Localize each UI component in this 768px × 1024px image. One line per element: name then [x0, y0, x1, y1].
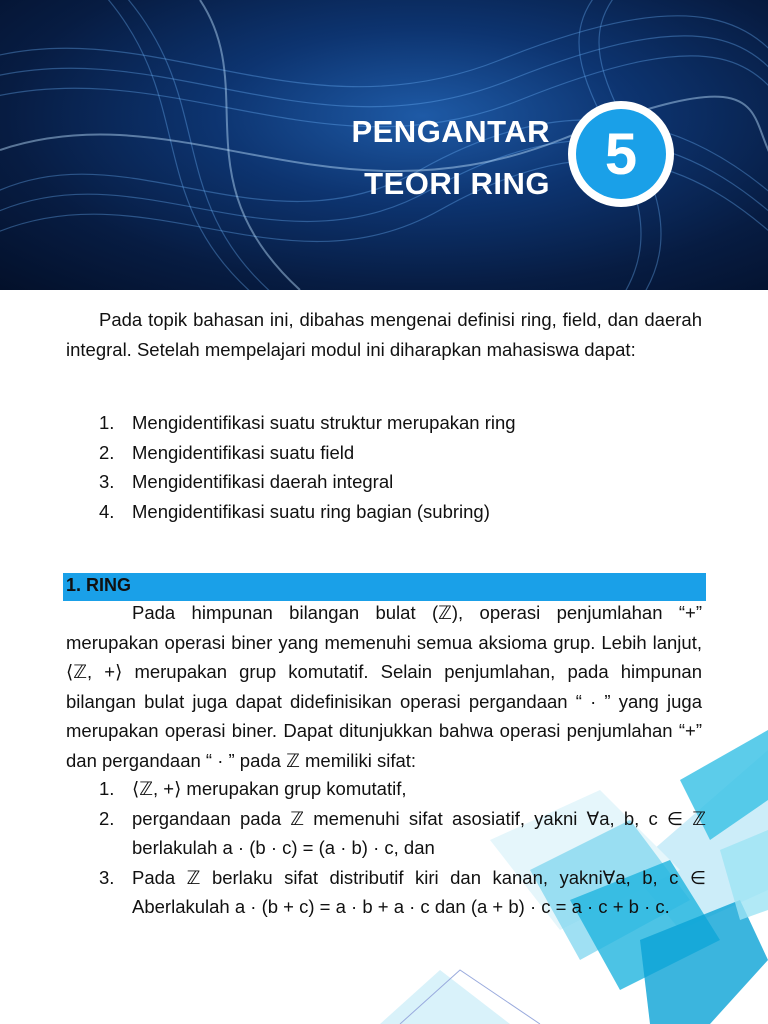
list-number: 4.	[99, 500, 115, 522]
list-text: Mengidentifikasi daerah integral	[132, 471, 394, 492]
list-number: 2.	[99, 807, 115, 829]
ring-paragraph-text: Pada himpunan bilangan bulat (ℤ), operasi penjumlahan “+” merupakan operasi biner yang memenuhi semua aksioma grup. Lebih lanjut, ⟨ℤ, +⟩ merupakan grup komutatif. Selain penjumlahan, pada himpunan bilangan bulat juga dapat didefinisikan operasi pergandaan “ · ” yang juga merupakan operasi biner. Dapat ditunjukkan bahwa operasi penjumlahan “+” dan pergandaan “ · ” pada ℤ memiliki sifat:	[66, 602, 702, 771]
list-item	[66, 774, 706, 804]
list-number: 3.	[99, 866, 115, 888]
title-line-2: TEORI RING	[364, 166, 550, 201]
list-item	[0, 497, 702, 527]
chapter-badge	[568, 101, 674, 207]
list-item	[0, 438, 702, 468]
list-item	[66, 804, 706, 863]
list-number: 3.	[99, 471, 115, 492]
chapter-number: 5	[576, 109, 666, 199]
list-text: pergandaan pada ℤ memenuhi sifat asosiatif, yakni ∀a, b, c ∈ ℤ berlakulah a · (b · c) = (a · b) · c, dan	[132, 807, 706, 858]
list-number: 1.	[99, 778, 115, 799]
objectives-list	[66, 408, 702, 526]
header-banner	[0, 0, 768, 290]
intro-paragraph: Pada topik bahasan ini, dibahas mengenai definisi ring, field, dan daerah integral. Setelah mempelajari modul ini diharapkan mahasiswa dapat:	[66, 309, 702, 360]
ring-paragraph	[66, 598, 702, 775]
list-item	[66, 863, 706, 922]
list-number: 2.	[99, 441, 115, 463]
list-number: 1.	[99, 412, 115, 433]
properties-list	[66, 774, 706, 922]
list-text: Mengidentifikasi suatu field	[132, 441, 355, 463]
section-heading-bar	[63, 573, 706, 601]
list-text: Pada ℤ berlaku sifat distributif kiri dan kanan, yakni∀a, b, c ∈ Aberlakulah a · (b + c) = a · b + a · c dan (a + b) · c = a · c + b · c.	[132, 866, 706, 917]
title-line-1: PENGANTAR	[351, 114, 550, 149]
list-text: Mengidentifikasi suatu struktur merupakan ring	[132, 412, 516, 433]
list-item	[0, 467, 702, 497]
list-text: ⟨ℤ, +⟩ merupakan grup komutatif,	[132, 778, 407, 799]
list-item	[0, 408, 702, 438]
section-title: 1. RING	[66, 575, 132, 595]
list-text: Mengidentifikasi suatu ring bagian (subring)	[132, 500, 490, 522]
